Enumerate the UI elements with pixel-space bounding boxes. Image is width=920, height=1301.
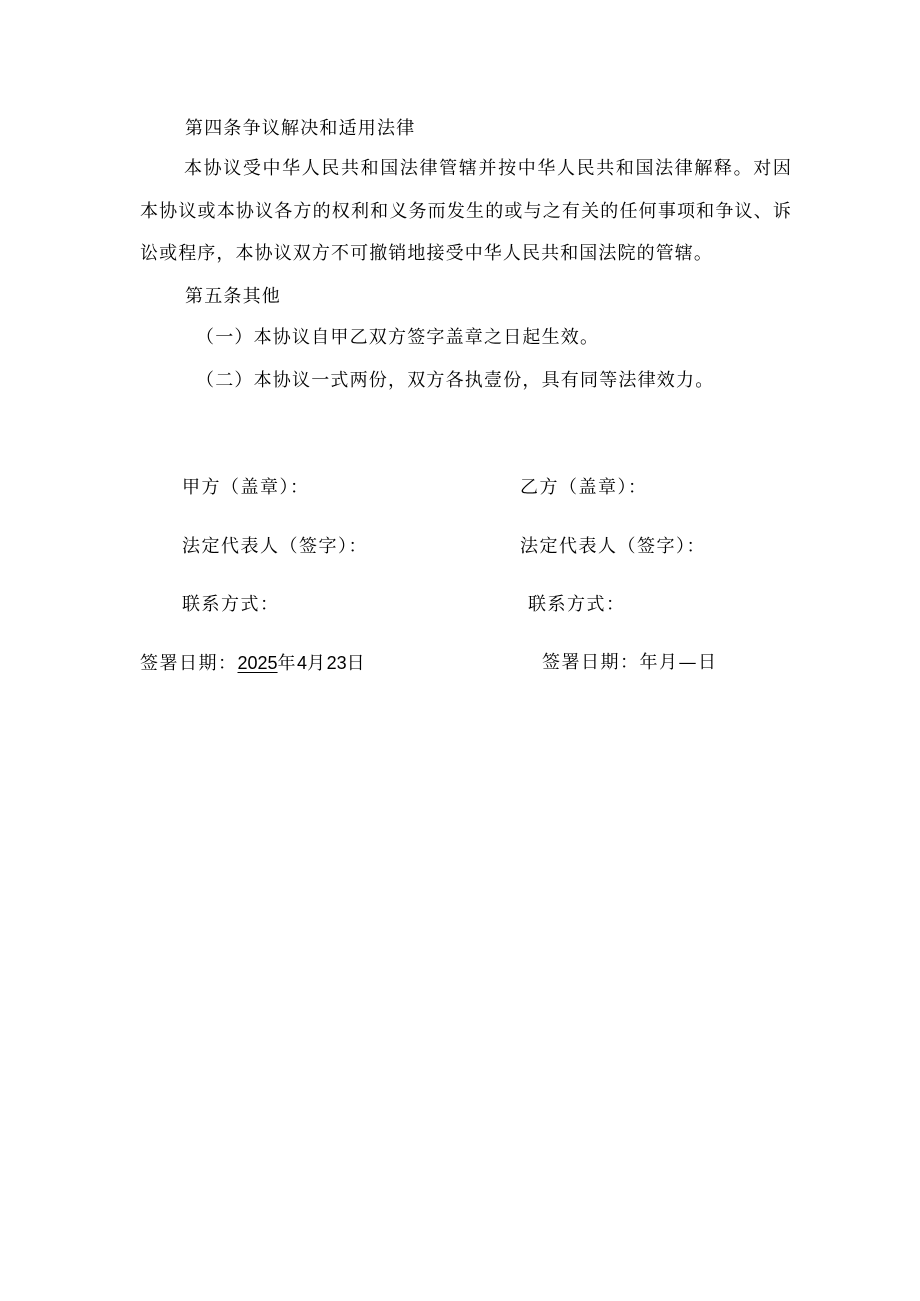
party-a-date-day-suffix: 日 bbox=[346, 653, 367, 674]
article4-heading: 第四条争议解决和适用法律 bbox=[185, 118, 416, 139]
article5-item-1: （一）本协议自甲乙双方签字盖章之日起生效。 bbox=[196, 327, 600, 348]
article5-item-2: （二）本协议一式两份，双方各执壹份，具有同等法律效力。 bbox=[196, 370, 715, 391]
article5-heading: 第五条其他 bbox=[185, 286, 281, 307]
party-b-seal-label: 乙方（盖章）： bbox=[520, 477, 648, 498]
party-a-date-year: 2025 bbox=[237, 653, 278, 673]
party-a-date-month: 4 bbox=[297, 653, 308, 673]
party-b-date-label: 签署日期： bbox=[542, 652, 640, 673]
party-a-contact-label: 联系方式： bbox=[182, 594, 280, 615]
party-a-date-day: 23 bbox=[326, 653, 347, 673]
article4-body: 本协议受中华人民共和国法律管辖并按中华人民共和国法律解释。对因本协议或本协议各方的权利和义务而发生的或与之有关的任何事项和争议、诉讼或程序，本协议双方不可撤销地接受中华人民共和国法院的管辖。 bbox=[140, 158, 792, 264]
party-a-date-month-suffix: 月 bbox=[307, 653, 327, 674]
party-b-date bbox=[542, 652, 718, 674]
party-b-rep-label: 法定代表人（签字）： bbox=[520, 536, 706, 557]
party-a-date bbox=[140, 652, 366, 675]
party-a-rep-label: 法定代表人（签字）： bbox=[182, 536, 368, 557]
party-a-date-label: 签署日期： bbox=[140, 653, 238, 674]
party-b-contact-label: 联系方式： bbox=[528, 594, 626, 615]
party-b-date-value: 年月—日 bbox=[639, 652, 718, 673]
party-a-date-year-suffix: 年 bbox=[277, 653, 298, 674]
party-a-seal-label: 甲方（盖章）： bbox=[182, 477, 310, 498]
